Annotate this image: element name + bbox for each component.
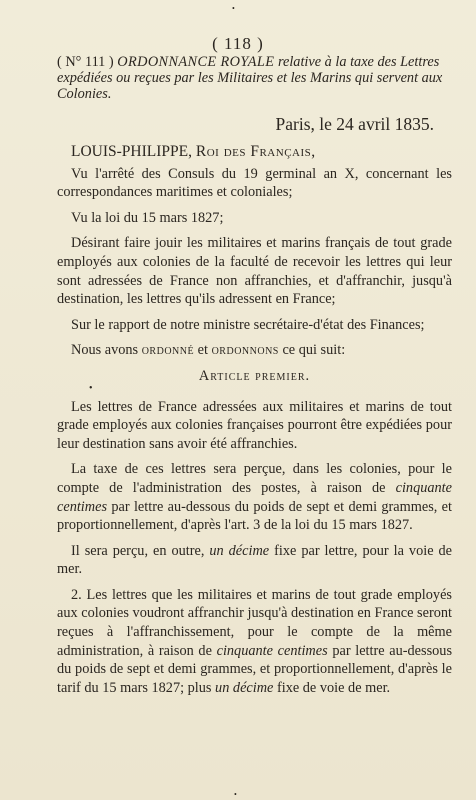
ordinance-heading (57, 54, 457, 102)
text-span: par lettre au-dessous du poids de sept et demi grammes, et proportionnellement, d'après l'art. 3 de la loi du 15 mars 1827. (57, 498, 452, 534)
text-span-italic: un décime (215, 679, 274, 696)
bottom-mark: • (234, 790, 237, 799)
document-body (57, 143, 452, 704)
text-span: 2. Les lettres que les militaires et marins de tout grade employés aux colonies voudront affranchir jusqu'à destination en France seront reçues à l'affranchissement, pour le compte de la même administration, à raison de (57, 586, 452, 659)
dateline: Paris, le 24 avril 1835. (275, 114, 434, 134)
article-title: Article premier. (198, 367, 311, 384)
text-span: par lettre au-dessous du poids de sept et demi grammes, et proportionnellement, d'après le tarif du 15 mars 1827; plus (57, 642, 453, 696)
text-span: et (197, 342, 208, 359)
king-name: LOUIS-PHILIPPE, (71, 143, 192, 160)
king-title: Roi des Français, (195, 143, 316, 160)
article-bullet: • (89, 383, 93, 394)
text-span-italic: un décime (209, 542, 270, 559)
ordinance-subtitle: relative à la taxe des Lettres expédiées ou reçues par les Militaires et les Marins qui servent aux Colonies. (57, 54, 443, 102)
text-span: Nous avons (71, 342, 139, 359)
paragraph-desirant: Désirant faire jouir les militaires et marins français de tout grade employés aux colonies de la faculté de recevoir les lettres qui leur sont adressées de France non affranchies, et d'affranchir, jusqu'à destination, les lettres qu'ils adressent en France; (57, 235, 452, 308)
text-span: La taxe de ces lettres sera perçue, dans les colonies, pour le compte de l'administration des postes, à raison de (57, 461, 452, 496)
top-mark: • (232, 4, 235, 13)
text-span-italic: cinquante centimes (57, 479, 452, 515)
ordinance-title: ORDONNANCE ROYALE (117, 54, 275, 70)
article-paragraph-4 (57, 586, 452, 698)
article-paragraph-1: Les lettres de France adressées aux militaires et marins de tout grade employés aux colonies françaises pourront être expédiées pour leur destination sans avoir été affranchies. (57, 398, 452, 452)
article-paragraph-3 (57, 542, 452, 579)
paragraph-vu-arrete: Vu l'arrêté des Consuls du 19 germinal an X, concernant les correspondances maritimes et coloniales; (57, 165, 452, 201)
page-number: ( 118 ) (212, 34, 264, 53)
text-span: Il sera perçu, en outre, (71, 542, 205, 559)
king-line (57, 143, 452, 162)
article-paragraph-2 (57, 460, 452, 534)
text-span: fixe par lettre, pour la voie de mer. (57, 542, 453, 578)
paragraph-ordonnons (57, 341, 452, 360)
text-span-italic: cinquante centimes (216, 642, 328, 659)
text-span: ce qui suit: (282, 342, 346, 359)
ordinance-number: ( N° 111 ) (57, 54, 114, 70)
paragraph-rapport: Sur le rapport de notre ministre secrétaire-d'état des Finances; (71, 316, 425, 333)
text-span-sc: ordonné (141, 342, 195, 359)
text-span: fixe de voie de mer. (276, 679, 391, 696)
paragraph-vu-loi: Vu la loi du 15 mars 1827; (71, 209, 224, 226)
text-span-sc: ordonnons (211, 342, 279, 359)
